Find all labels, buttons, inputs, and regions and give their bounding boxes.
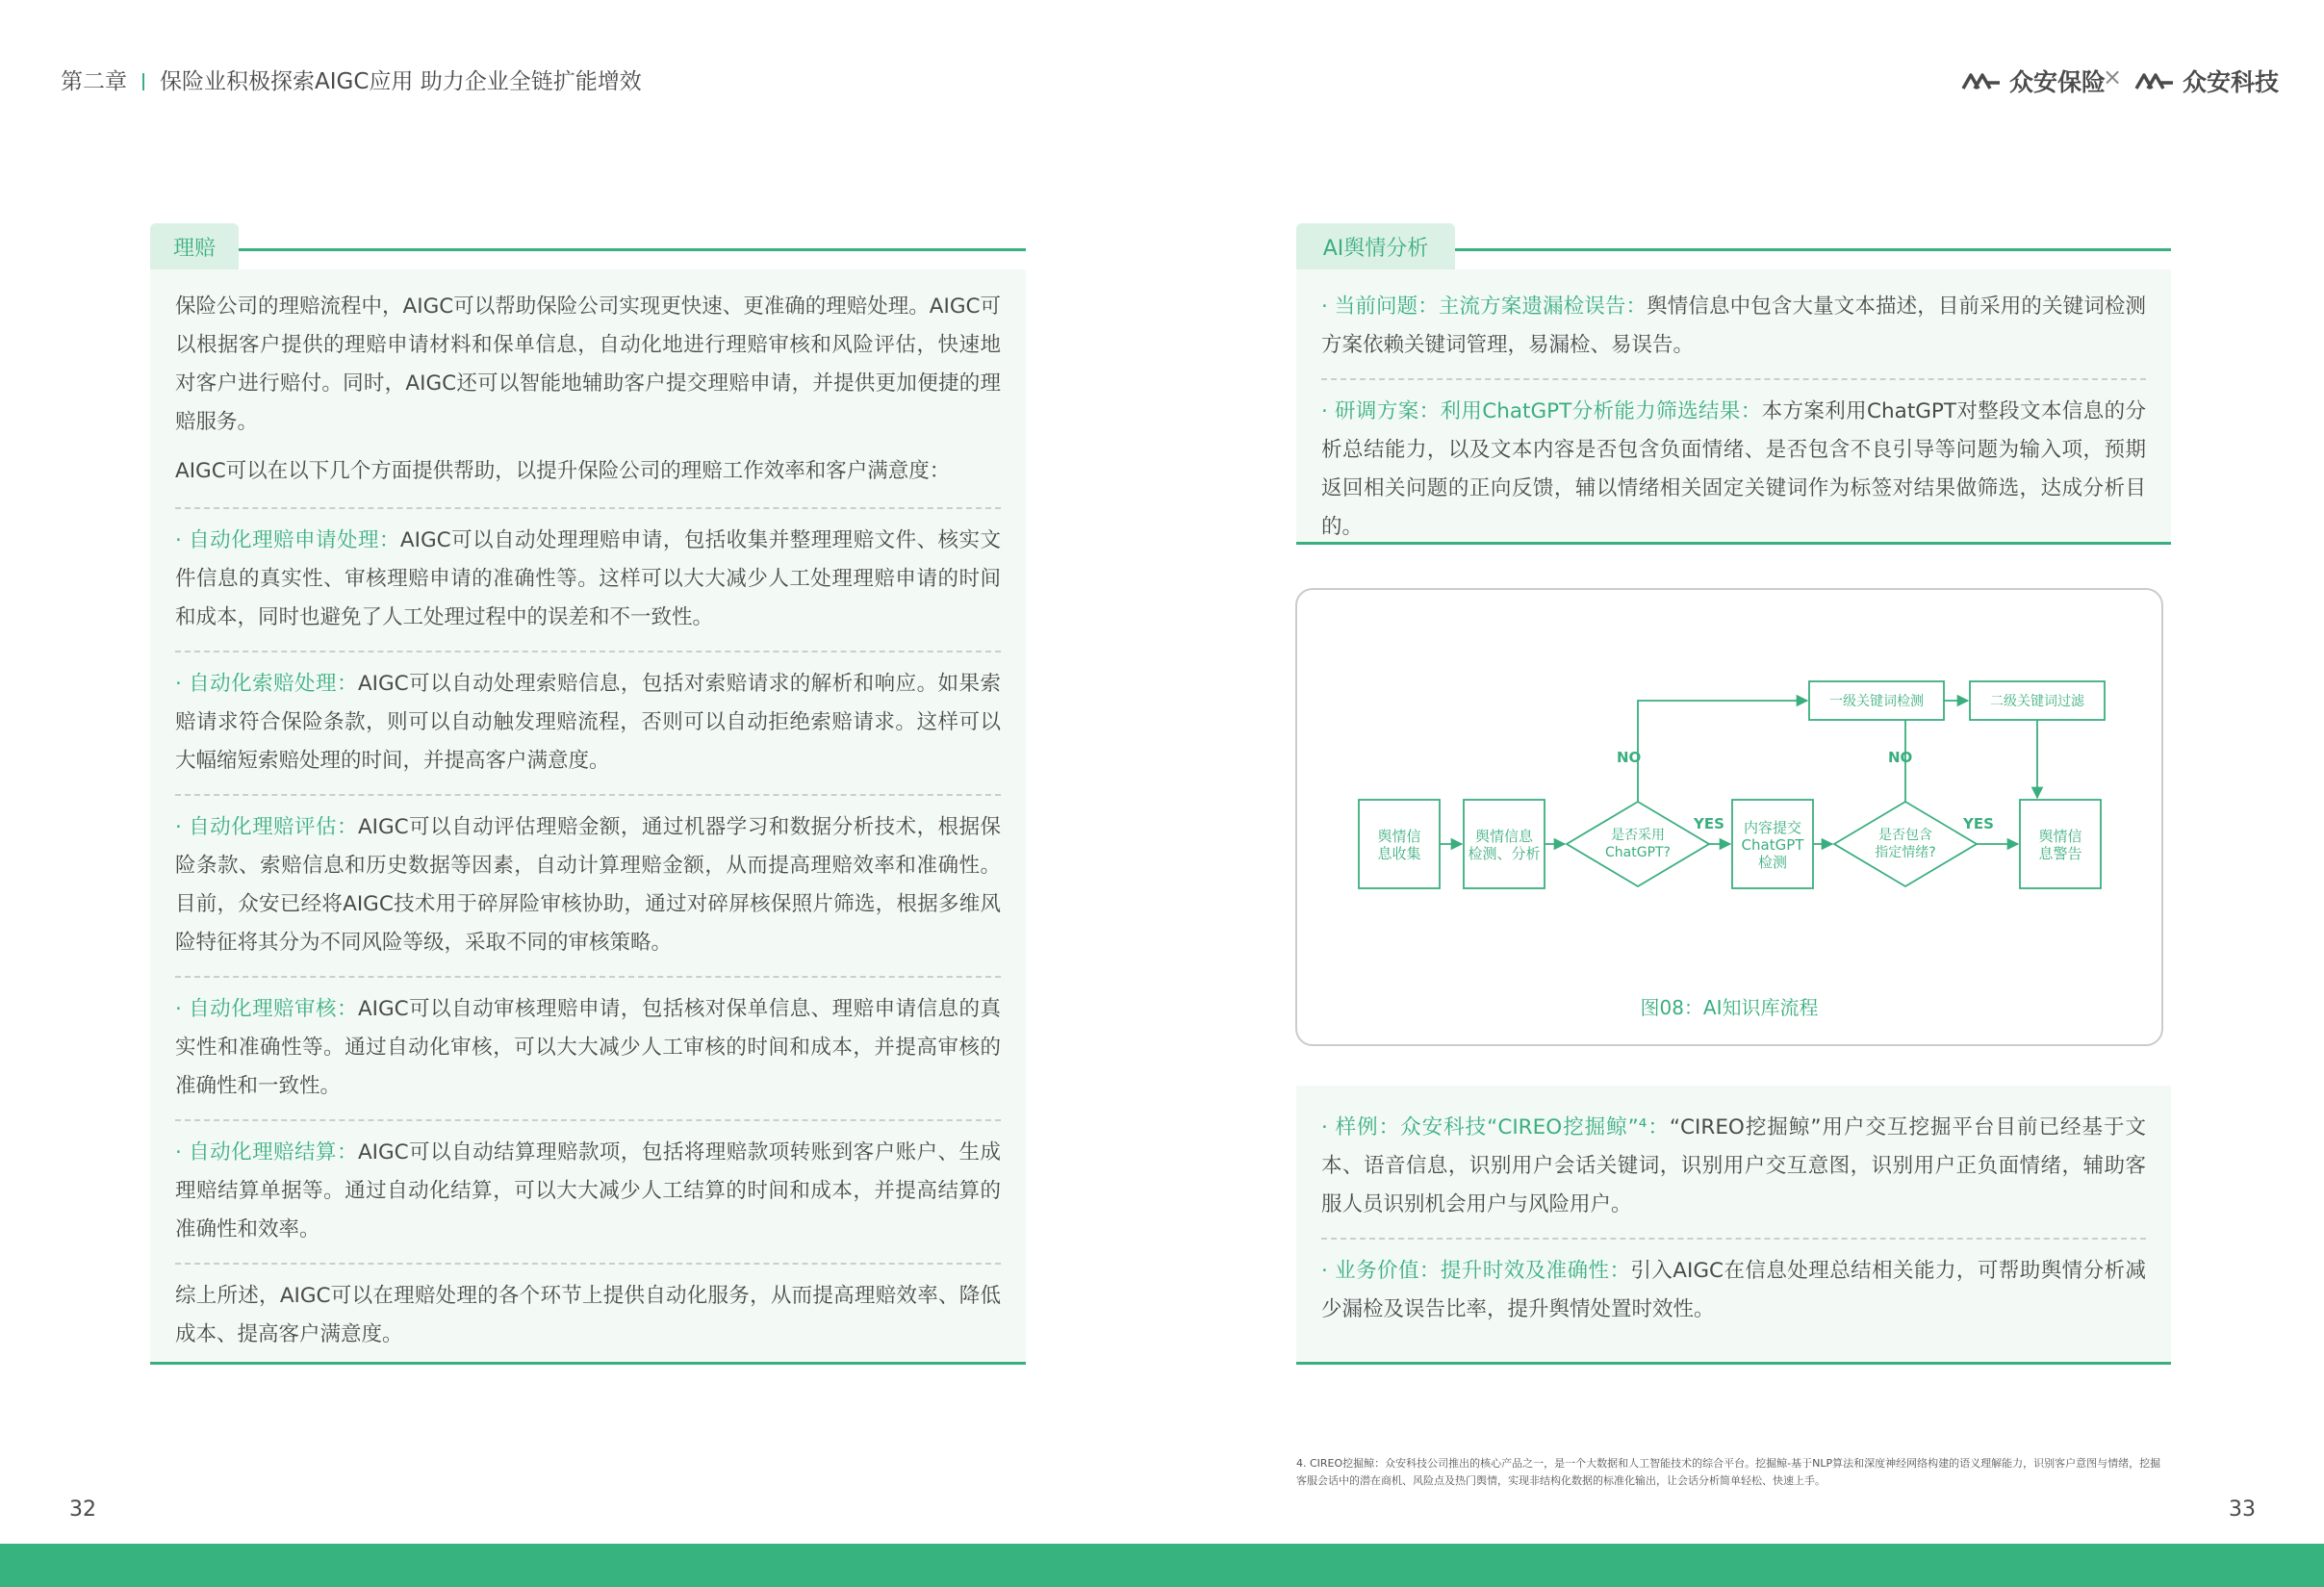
zhongan-technology-logo <box>2134 64 2279 98</box>
node-collect-line: 息收集 <box>1377 845 1421 862</box>
node-decision1-line: 是否采用 <box>1611 828 1665 843</box>
node-alert <box>2020 828 2101 862</box>
zhongan-mark-icon <box>2134 69 2175 92</box>
label-yes: YES <box>1694 815 1724 832</box>
node-submit <box>1732 819 1813 871</box>
node-decision2-line: 是否包含 <box>1878 828 1932 843</box>
claims-content <box>175 288 1001 1354</box>
label-no: NO <box>1888 749 1913 766</box>
claims-item-text: AIGC可以自动结算理赔款项，包括将理赔款项转账到客户账户、生成理赔结算单据等。通过自动化结算，可以大大减少人工结算的时间和成本，并提高结算的准确性和效率。 <box>175 1140 1001 1241</box>
node-decision1 <box>1586 827 1690 861</box>
page-number-right: 33 <box>2229 1497 2256 1522</box>
node-submit-line: ChatGPT <box>1741 836 1804 854</box>
example-item-title: · 样例：众安科技“CIREO挖掘鲸”⁴： <box>1321 1115 1670 1139</box>
claims-item <box>175 1134 1001 1249</box>
claims-item-text: AIGC可以自动处理索赔信息，包括对索赔请求的解析和响应。如果索赔请求符合保险条款，则可以自动触发理赔流程，否则可以自动拒绝索赔请求。这样可以大幅缩短索赔处理的时间，并提高客户满意度。 <box>175 672 1001 773</box>
chapter-header <box>61 64 642 95</box>
claims-item-text: AIGC可以自动评估理赔金额，通过机器学习和数据分析技术，根据保险条款、索赔信息和历史数据等因素，自动计算理赔金额，从而提高理赔效率和准确性。目前，众安已经将AIGC技术用于碎屏险审核协助，通过对碎屏核保照片筛选，根据多维风险特征将其分为不同风险等级，采取不同的审核策略。 <box>175 815 1001 955</box>
divider <box>175 651 1001 653</box>
node-detect-line: 舆情信息 <box>1474 828 1533 845</box>
claims-item-title: · 自动化理赔评估： <box>175 815 358 839</box>
divider <box>175 976 1001 978</box>
header-divider <box>142 73 144 90</box>
claims-item-title: · 自动化理赔审核： <box>175 997 358 1021</box>
divider <box>175 1263 1001 1265</box>
flowchart-card <box>1295 588 2163 1046</box>
claims-item <box>175 522 1001 637</box>
label-yes: YES <box>1963 815 1994 832</box>
claims-summary: 综上所述，AIGC可以在理赔处理的各个环节上提供自动化服务，从而提高理赔效率、降低成本、提高客户满意度。 <box>175 1284 1001 1346</box>
zhongan-mark-icon <box>1961 69 2002 92</box>
claims-item <box>175 990 1001 1106</box>
example-item-text: 引入AIGC在信息处理总结相关能力，可帮助舆情分析减少漏检及误告比率，提升舆情处置时效性。 <box>1321 1259 2146 1321</box>
sentiment-item-text: 本方案利用ChatGPT对整段文本信息的分析总结能力，以及文本内容是否包含负面情绪、是否包含不良引导等问题为输入项，预期返回相关问题的正向反馈，辅以情绪相关固定关键词作为标签对结果做筛选，达成分析目的。 <box>1321 399 2146 539</box>
brand-separator: × <box>2103 64 2123 90</box>
tab-underline <box>1455 248 2171 251</box>
example-item <box>1321 1252 2146 1329</box>
footnote: 4. CIREO挖掘鲸：众安科技公司推出的核心产品之一，是一个大数据和人工智能技术的综合平台。挖掘鲸-基于NLP算法和深度神经网络构建的语义理解能力，识别客户意图与情绪，挖掘客服会话中的潜在商机、风险点及热门舆情，实现非结构化数据的标准化输出，让会话分析简单轻松、快速上手。 <box>1296 1457 2161 1487</box>
claims-item <box>175 665 1001 781</box>
label-no: NO <box>1617 749 1642 766</box>
sentiment-content <box>1321 288 2146 547</box>
footer-bar <box>0 1544 2324 1587</box>
claims-item-title: · 自动化理赔申请处理： <box>175 528 400 552</box>
example-content <box>1321 1109 2146 1329</box>
chapter-title: 保险业积极探索AIGC应用 助力企业全链扩能增效 <box>160 69 642 94</box>
brand-right-text: 众安科技 <box>2183 68 2280 96</box>
divider <box>1321 1238 2146 1240</box>
chapter-number: 第二章 <box>61 69 127 94</box>
node-detect <box>1464 828 1545 862</box>
example-item-title: · 业务价值：提升时效及准确性： <box>1321 1259 1631 1283</box>
tab-underline <box>239 248 1026 251</box>
node-submit-line: 检测 <box>1757 854 1787 871</box>
sentiment-item-title: · 研调方案：利用ChatGPT分析能力筛选结果： <box>1321 399 1762 423</box>
sentiment-item <box>1321 393 2146 547</box>
divider <box>1321 378 2146 380</box>
divider <box>175 794 1001 796</box>
tab-claims: 理赔 <box>150 223 239 269</box>
sentiment-item-text: 舆情信息中包含大量文本描述，目前采用的关键词检测方案依赖关键词管理，易漏检、易误告。 <box>1321 294 2146 357</box>
node-decision2-line: 指定情绪? <box>1875 845 1936 860</box>
brand-left-text: 众安保险 <box>2009 68 2107 96</box>
flowchart-diagram <box>1297 590 2161 1044</box>
claims-item-text: AIGC可以自动审核理赔申请，包括核对保单信息、理赔申请信息的真实性和准确性等。通过自动化审核，可以大大减少人工审核的时间和成本，并提高审核的准确性和一致性。 <box>175 997 1001 1098</box>
divider <box>175 1119 1001 1121</box>
sentiment-item-title: · 当前问题：主流方案遗漏检误告： <box>1321 294 1647 319</box>
claims-item-title: · 自动化索赔处理： <box>175 672 358 696</box>
claims-item-text: AIGC可以自动处理理赔申请，包括收集并整理理赔文件、核实文件信息的真实性、审核理赔申请的准确性等。这样可以大大减少人工处理理赔申请的时间和成本，同时也避免了人工处理过程中的误差和不一致性。 <box>175 528 1001 629</box>
node-submit-line: 内容提交 <box>1743 819 1801 836</box>
page-number-left: 32 <box>69 1497 96 1522</box>
node-detect-line: 检测、分析 <box>1468 845 1541 862</box>
node-decision1-line: ChatGPT? <box>1605 845 1671 860</box>
node-kw1: 一级关键词检测 <box>1829 694 1924 709</box>
node-collect <box>1359 828 1440 862</box>
example-item-text: “CIREO挖掘鲸”用户交互挖掘平台目前已经基于文本、语音信息，识别用户会话关键词，识别用户交互意图，识别用户正负面情绪，辅助客服人员识别机会用户与风险用户。 <box>1321 1115 2146 1216</box>
claims-item-title: · 自动化理赔结算： <box>175 1140 358 1165</box>
divider <box>175 507 1001 509</box>
example-item <box>1321 1109 2146 1224</box>
sentiment-item <box>1321 288 2146 365</box>
figure-caption: 图08：AI知识库流程 <box>1640 996 1819 1019</box>
claims-item <box>175 808 1001 962</box>
node-alert-line: 息警告 <box>2038 845 2082 862</box>
tab-ai-sentiment: AI舆情分析 <box>1296 223 1455 269</box>
claims-intro: 保险公司的理赔流程中，AIGC可以帮助保险公司实现更快速、更准确的理赔处理。AIGC可以根据客户提供的理赔申请材料和保单信息，自动化地进行理赔审核和风险评估，快速地对客户进行赔付。同时，AIGC还可以智能地辅助客户提交理赔申请，并提供更加便捷的理赔服务。 <box>175 294 1001 434</box>
zhongan-insurance-logo <box>1961 64 2106 98</box>
node-decision2 <box>1853 827 1957 861</box>
node-kw2: 二级关键词过滤 <box>1990 694 2084 709</box>
node-collect-line: 舆情信 <box>1377 828 1421 845</box>
node-alert-line: 舆情信 <box>2038 828 2082 845</box>
claims-lead: AIGC可以在以下几个方面提供帮助，以提升保险公司的理赔工作效率和客户满意度： <box>175 459 951 483</box>
